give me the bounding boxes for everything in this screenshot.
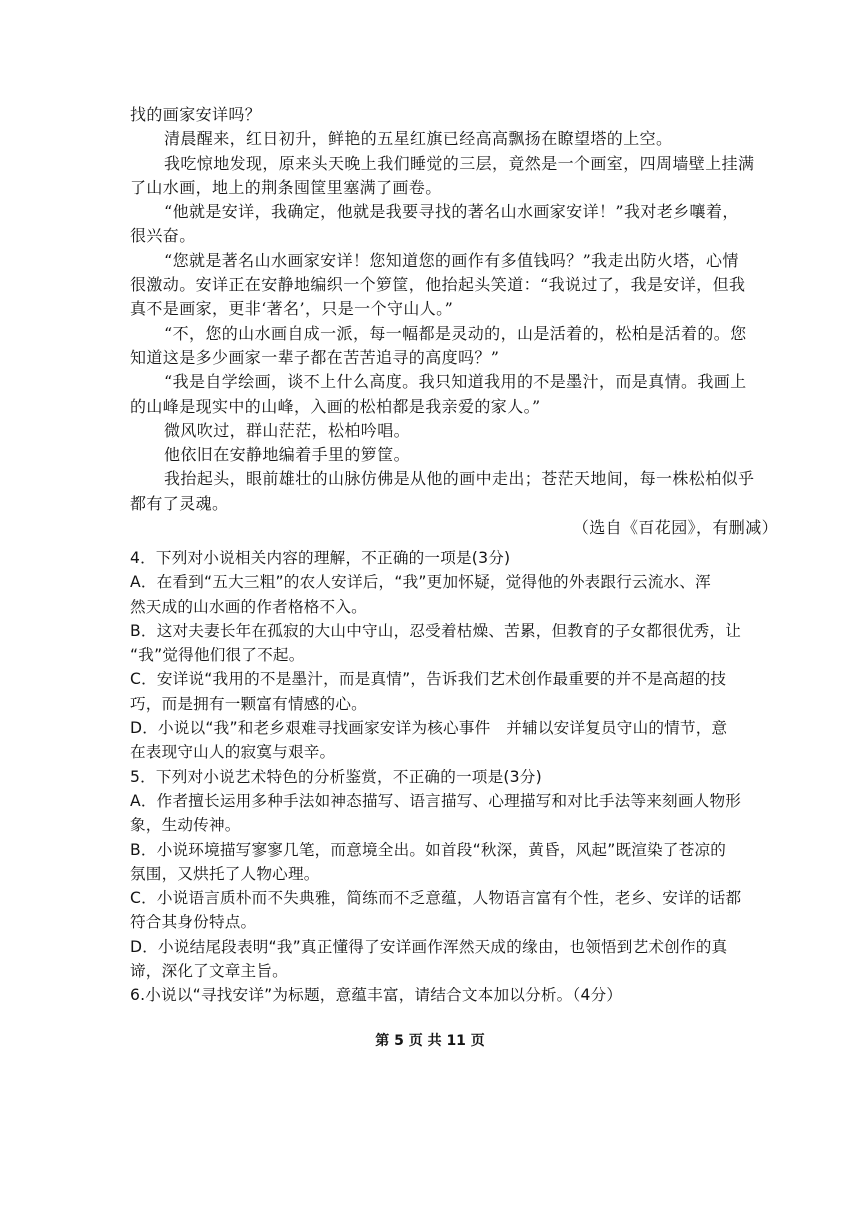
question-4-stem: 4．下列对小说相关内容的理解，不正确的一项是(3分)	[130, 549, 511, 567]
story-line: 真不是画家，更非‘著名’，只是一个守山人。”	[130, 299, 454, 319]
story-line: 清晨醒来，红日初升，鲜艳的五星红旗已经高高飘扬在瞭望塔的上空。	[164, 129, 673, 149]
option-line: C．安详说“我用的不是墨汁，而是真情”，告诉我们艺术创作最重要的并不是高超的技	[130, 670, 727, 689]
story-line: 知道这是多少画家一辈子都在苦苦追寻的高度吗？”	[130, 347, 500, 367]
story-line: 都有了灵魂。	[130, 493, 229, 513]
option-line: A．作者擅长运用多种手法如神态描写、语言描写、心理描写和对比手法等来刻画人物形	[130, 791, 742, 810]
question-6-stem: 6.小说以“寻找安详”为标题，意蕴丰富，请结合文本加以分析。（4分）	[130, 986, 623, 1005]
story-line: 很激动。安详正在安静地编织一个箩筐，他抬起头笑道：“我说过了，我是安详，但我	[130, 275, 746, 295]
story-line: 我抬起头，眼前雄壮的山脉仿佛是从他的画中走出；苍茫天地间，每一株松柏似乎	[164, 469, 755, 489]
option-line: 氛围，又烘托了人物心理。	[130, 864, 320, 883]
story-line: 找的画家安详吗？	[130, 105, 262, 124]
story-line: “不，您的山水画自成一派，每一幅都是灵动的，山是活着的，松柏是活着的。您	[164, 323, 747, 343]
story-line: 了山水画，地上的荆条囤筐里塞满了画卷。	[130, 177, 442, 197]
option-line: B．这对夫妻长年在孤寂的大山中守山，忍受着枯燥、苦累，但教育的子女都很优秀，让	[130, 621, 742, 640]
story-line: “您就是著名山水画家安详！您知道您的画作有多值钱吗？”我走出防火塔，心情	[164, 250, 739, 270]
questions-section	[130, 546, 778, 1008]
story-line: 的山峰是现实中的山峰，入画的松柏都是我亲爱的家人。”	[130, 396, 541, 416]
story-line: 很兴奋。	[130, 226, 196, 246]
option-line: B．小说环境描写寥寥几笔，而意境全出。如首段“秋深，黄昏，风起”既渲染了苍凉的	[130, 840, 727, 859]
option-line: A．在看到“五大三粗”的农人安详后，“我”更加怀疑，觉得他的外表跟行云流水、浑	[130, 573, 711, 592]
story-line: 微风吹过，群山茫茫，松柏吟唱。	[164, 420, 411, 440]
option-line: D．小说结尾段表明“我”真正懂得了安详画作浑然天成的缘由，也领悟到艺术创作的真	[130, 937, 728, 956]
story-line: 他依旧在安静地编着手里的箩筐。	[164, 445, 411, 465]
option-line: 然天成的山水画的作者格格不入。	[130, 597, 367, 616]
option-line: 在表现守山人的寂寞与艰辛。	[130, 743, 336, 762]
story-line: “他就是安详，我确定，他就是我要寻找的著名山水画家安详！”我对老乡嚷着，	[164, 202, 739, 222]
question-5-stem: 5．下列对小说艺术特色的分析鉴赏，不正确的一项是(3分)	[130, 767, 542, 786]
option-line: C．小说语言质朴而不失典雅，简练而不乏意蕴，人物语言富有个性，老乡、安详的话都	[130, 889, 742, 908]
page-number-footer: 第 5 页 共 11 页	[375, 1033, 485, 1049]
option-line: 谛，深化了文章主旨。	[130, 962, 288, 981]
option-line: 象，生动传神。	[130, 816, 241, 835]
option-line: 巧，而是拥有一颗富有情感的心。	[130, 694, 367, 713]
option-line: D．小说以“我”和老乡艰难寻找画家安详为核心事件 并辅以安详复员守山的情节，意	[130, 719, 728, 738]
source-citation: （选自《百花园》，有删减）	[572, 518, 778, 538]
option-line: “我”觉得他们很了不起。	[130, 646, 305, 665]
story-passage	[130, 103, 778, 540]
story-line: 我吃惊地发现，原来头天晚上我们睡觉的三层，竟然是一个画室，四周墙壁上挂满	[164, 153, 755, 173]
story-line: “我是自学绘画，谈不上什么高度。我只知道我用的不是墨汁，而是真情。我画上	[164, 372, 747, 392]
option-line: 符合其身份特点。	[130, 913, 257, 932]
